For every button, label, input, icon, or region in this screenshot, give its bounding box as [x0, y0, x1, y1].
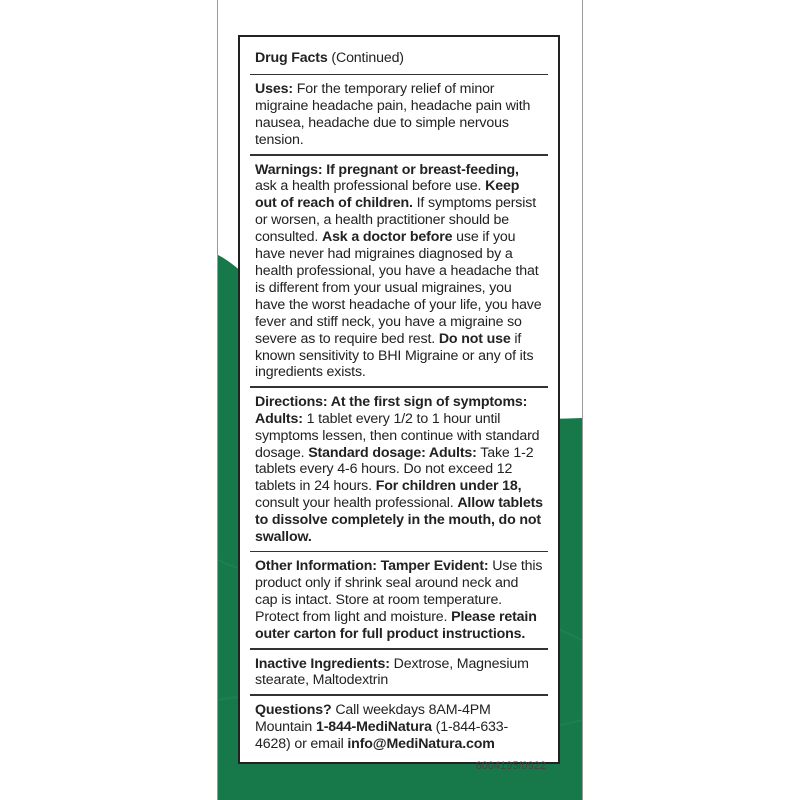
bold-text: info@MediNatura.com	[347, 735, 495, 752]
body-text: ask a health professional before use.	[255, 178, 486, 195]
body-text: if known sensitivity to BHI Migraine or any of its ingredients exists.	[255, 330, 534, 381]
bold-text: Allow tablets to dissolve completely in the mouth, do not swallow.	[255, 495, 543, 546]
bold-text: Drug Facts	[255, 50, 328, 66]
body-text: use if you have never had migraines diagnosed by a health professional, you have a headache that is different from your usual migraines, you have the worst headache of your life, you have fever and stiff neck, you have a migraine so severe as to require bed rest.	[255, 229, 542, 347]
bold-text: Ask a doctor before	[321, 229, 453, 246]
warnings-section	[250, 156, 548, 387]
bold-text: Directions: At the first sign of symptoms: Adults:	[255, 393, 528, 427]
drug-facts-heading	[250, 37, 548, 74]
other-information-section	[250, 552, 548, 648]
bold-text: Other Information: Tamper Evident:	[255, 558, 489, 575]
bold-text: Questions?	[255, 701, 332, 718]
bold-text: For children under 18,	[375, 478, 522, 495]
body-text: Call weekdays 8AM-4PM Mountain	[255, 701, 491, 735]
questions-section	[250, 696, 548, 758]
bold-text: Warnings: If pregnant or breast-feeding,	[255, 161, 519, 178]
body-text: (1-844-633-4628) or email	[255, 718, 509, 752]
body-text: For the temporary relief of minor migraine headache pain, headache pain with nausea, headache due to simple nervous tension.	[255, 81, 531, 149]
label-panel	[217, 0, 583, 800]
body-text: consult your health professional.	[255, 495, 458, 512]
uses-section	[250, 75, 548, 154]
product-code: 6004195/0922	[475, 759, 546, 772]
body-text: Use this product only if shrink seal around neck and cap is intact. Store at room temperature. Protect from light and moisture.	[255, 558, 543, 626]
body-text: If symptoms persist or worsen, a health practitioner should be consulted.	[255, 195, 536, 246]
drug-facts-box	[238, 35, 560, 772]
bold-text: 1-844-MediNatura	[315, 718, 432, 735]
bold-text: Please retain outer carton for full product instructions.	[255, 609, 537, 643]
bold-text: Inactive Ingredients:	[255, 655, 390, 672]
body-text: (Continued)	[327, 50, 404, 66]
bold-text: Uses:	[255, 81, 293, 98]
directions-section	[250, 388, 548, 551]
body-text: Dextrose, Magnesium stearate, Maltodextrin	[255, 655, 529, 689]
body-text: 1 tablet every 1/2 to 1 hour until symptoms lessen, then continue with standard dosage.	[255, 410, 540, 461]
inactive-ingredients-section	[250, 650, 548, 695]
bold-text: Do not use	[438, 330, 511, 347]
bold-text: Keep out of reach of children.	[255, 178, 520, 212]
bold-text: Standard dosage: Adults:	[308, 444, 477, 461]
body-text: Take 1-2 tablets every 4-6 hours. Do not exceed 12 tablets in 24 hours.	[255, 444, 534, 495]
